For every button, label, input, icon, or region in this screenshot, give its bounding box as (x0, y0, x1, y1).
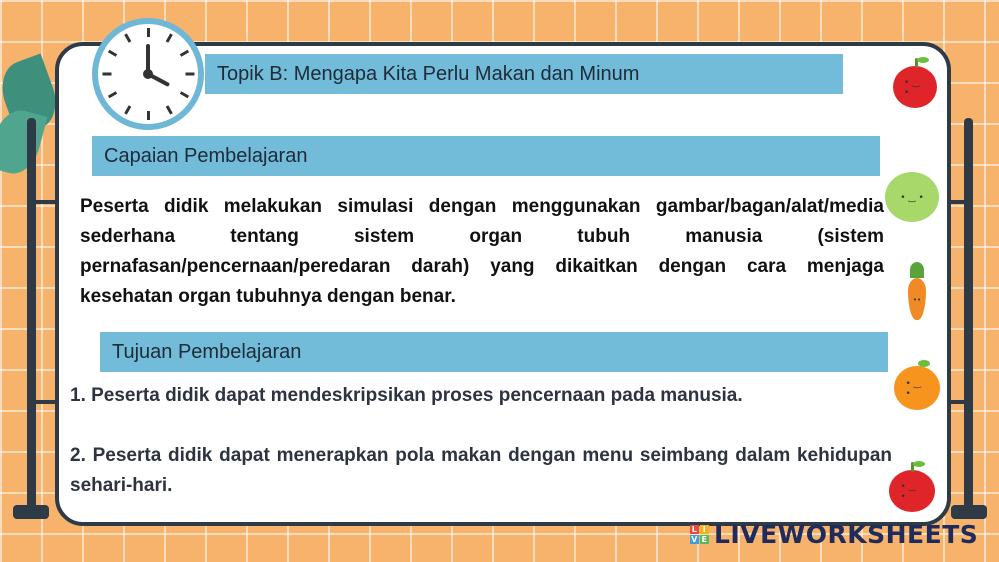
logo-mark-icon: L I V E (691, 525, 708, 544)
page-title: Topik B: Mengapa Kita Perlu Makan dan Minum (205, 54, 843, 94)
carrot-icon: •• (908, 278, 926, 320)
leaf-decoration (0, 105, 47, 179)
capaian-text: Peserta didik melakukan simulasi dengan menggunakan gambar/bagan/alat/media sederhana tentang sistem organ tubuh manusia (sistem pernafasan/pencernaan/peredaran darah) yang dikaitkan dengan cara menjaga kesehatan organ tubuhnya dengan benar. (80, 196, 884, 307)
right-pole-base (951, 505, 987, 519)
liveworksheets-logo (690, 520, 978, 549)
clock-icon (92, 18, 204, 130)
left-pole (27, 118, 36, 518)
logo-text: LIVEWORKSHEETS (714, 520, 979, 549)
cabbage-icon: • ‿ • (885, 172, 939, 222)
right-pole (964, 118, 973, 518)
orange-icon: • ‿ • (894, 366, 940, 410)
apple-icon: • ‿ • (889, 470, 935, 512)
left-rail (27, 200, 57, 204)
apple-icon: • ‿ • (893, 66, 937, 108)
tujuan-item-2: 2. Peserta didik dapat menerapkan pola makan dengan menu seimbang dalam kehidupan sehari-hari. (70, 445, 892, 496)
left-pole-base (13, 505, 49, 519)
tujuan-item-1: 1. Peserta didik dapat mendeskripsikan proses pencernaan pada manusia. (70, 385, 743, 406)
left-rail (27, 400, 57, 404)
capaian-heading: Capaian Pembelajaran (92, 136, 880, 176)
tujuan-heading: Tujuan Pembelajaran (100, 332, 888, 372)
